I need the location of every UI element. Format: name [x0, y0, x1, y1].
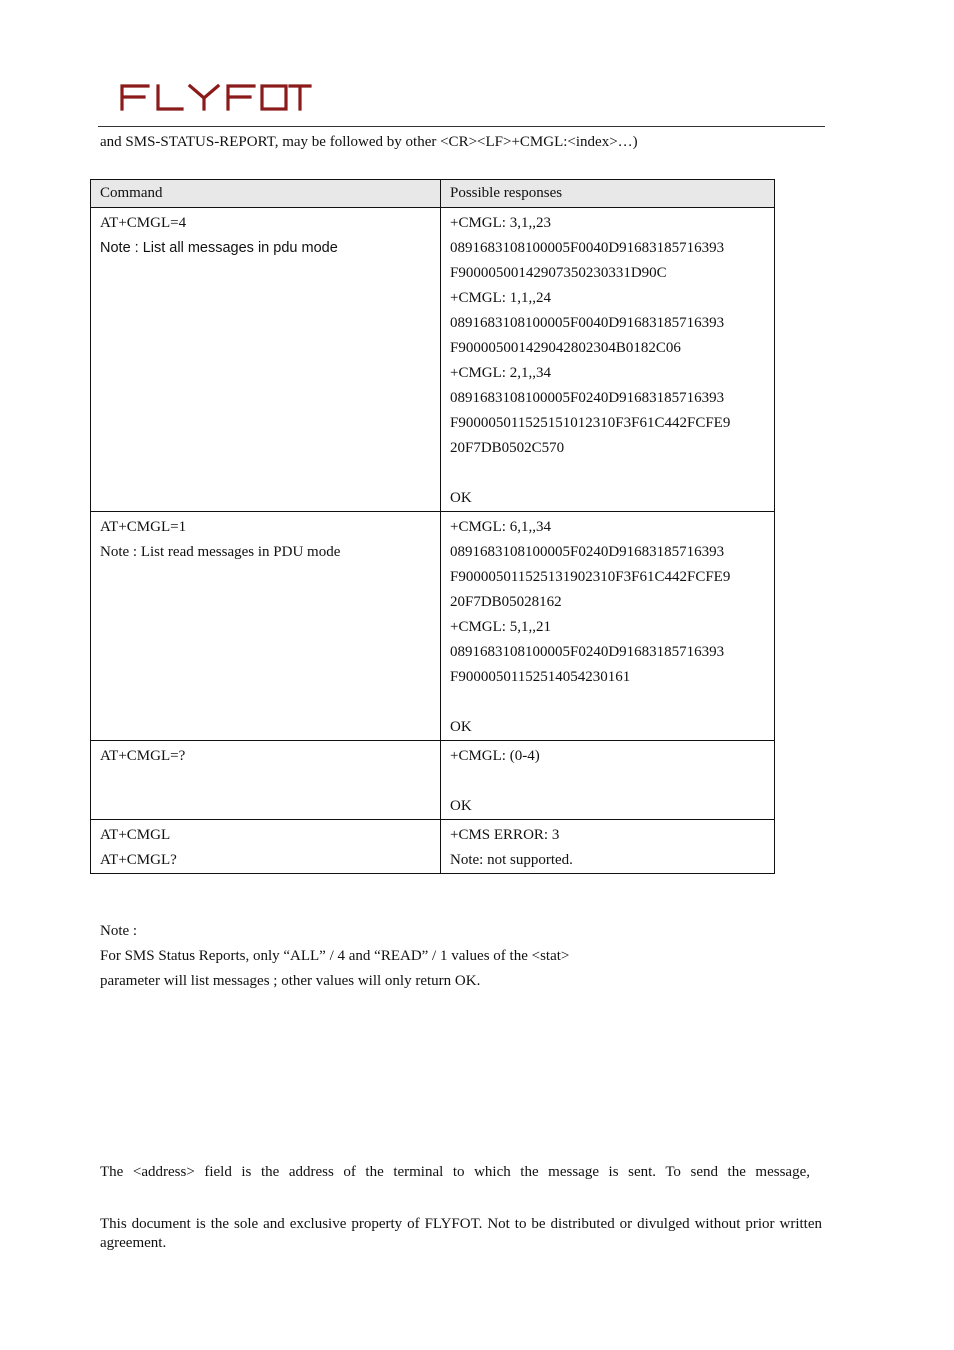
response-cell — [441, 820, 775, 874]
response-line: +CMGL: 5,1,,21 — [450, 619, 551, 635]
response-line: +CMS ERROR: 3 — [450, 827, 560, 843]
response-line: 0891683108100005F0240D91683185716393 — [450, 544, 725, 560]
header-command: Command — [91, 180, 441, 208]
command-text: AT+CMGL=4 — [100, 215, 187, 231]
response-line: F900005011525151012310F3F61C442FCFE9 — [450, 415, 731, 431]
command-text: AT+CMGL=? — [100, 748, 186, 764]
table-row — [91, 741, 775, 820]
table-header-row — [91, 180, 775, 208]
intro-text: and SMS-STATUS-REPORT, may be followed by other <CR><LF>+CMGL:<index>…) — [100, 134, 638, 150]
response-line: F900005011525131902310F3F61C442FCFE9 — [450, 569, 731, 585]
response-line: F9000050115251405423016​1 — [450, 669, 631, 685]
response-line: OK — [450, 719, 472, 735]
command-text: AT+CMGL=1 — [100, 519, 187, 535]
response-line: F900005001429042802304B0182C06 — [450, 340, 681, 356]
command-table — [90, 179, 775, 874]
flyfot-logo — [118, 82, 312, 112]
response-line: OK — [450, 490, 472, 506]
response-cell — [441, 512, 775, 741]
table-row — [91, 820, 775, 874]
response-line: Note: not supported. — [450, 852, 573, 868]
header-rule — [98, 126, 825, 127]
command-cell — [91, 741, 441, 820]
command-text: AT+CMGL? — [100, 852, 177, 868]
footer-notice: This document is the sole and exclusive property of FLYFOT. Not to be distributed or divulged without prior written agreement. — [100, 1216, 822, 1251]
table-row — [91, 208, 775, 512]
note-title: Note : — [100, 923, 138, 939]
response-line: +CMGL: 3,1,,23 — [450, 215, 551, 231]
response-line: +CMGL: (0-4) — [450, 748, 540, 764]
response-line: 0891683108100005F0240D91683185716393 — [450, 644, 725, 660]
command-cell — [91, 512, 441, 741]
response-cell — [441, 741, 775, 820]
command-cell — [91, 208, 441, 512]
note-block — [100, 919, 569, 994]
response-cell — [441, 208, 775, 512]
note-line: parameter will list messages ; other values will only return OK. — [100, 973, 481, 989]
response-line: 0891683108100005F0040D91683185716393 — [450, 240, 725, 256]
response-line: 20F7DB0502C570 — [450, 440, 565, 456]
response-line: 20F7DB05028162 — [450, 594, 562, 610]
address-paragraph: The <address> field is the address of the terminal to which the message is sent. To send the message, — [100, 1164, 810, 1180]
response-line: +CMGL: 1,1,,24 — [450, 290, 551, 306]
table-row — [91, 512, 775, 741]
response-line: OK — [450, 798, 472, 814]
response-line: 0891683108100005F0240D91683185716393 — [450, 390, 725, 406]
response-line — [450, 690, 766, 715]
response-line — [450, 461, 766, 486]
response-line: +CMGL: 2,1,,34 — [450, 365, 551, 381]
command-note: Note : List all messages in pdu mode — [100, 240, 338, 256]
response-line — [450, 769, 766, 794]
note-line: For SMS Status Reports, only “ALL” / 4 and “READ” / 1 values of the <stat> — [100, 948, 570, 964]
command-note: Note : List read messages in PDU mode — [100, 544, 341, 560]
response-line: +CMGL: 6,1,,34 — [450, 519, 551, 535]
response-line: F90000500142907350230331D90C — [450, 265, 667, 281]
header-responses: Possible responses — [441, 180, 775, 208]
command-text: AT+CMGL — [100, 827, 171, 843]
response-line: 0891683108100005F0040D91683185716393 — [450, 315, 725, 331]
command-cell — [91, 820, 441, 874]
